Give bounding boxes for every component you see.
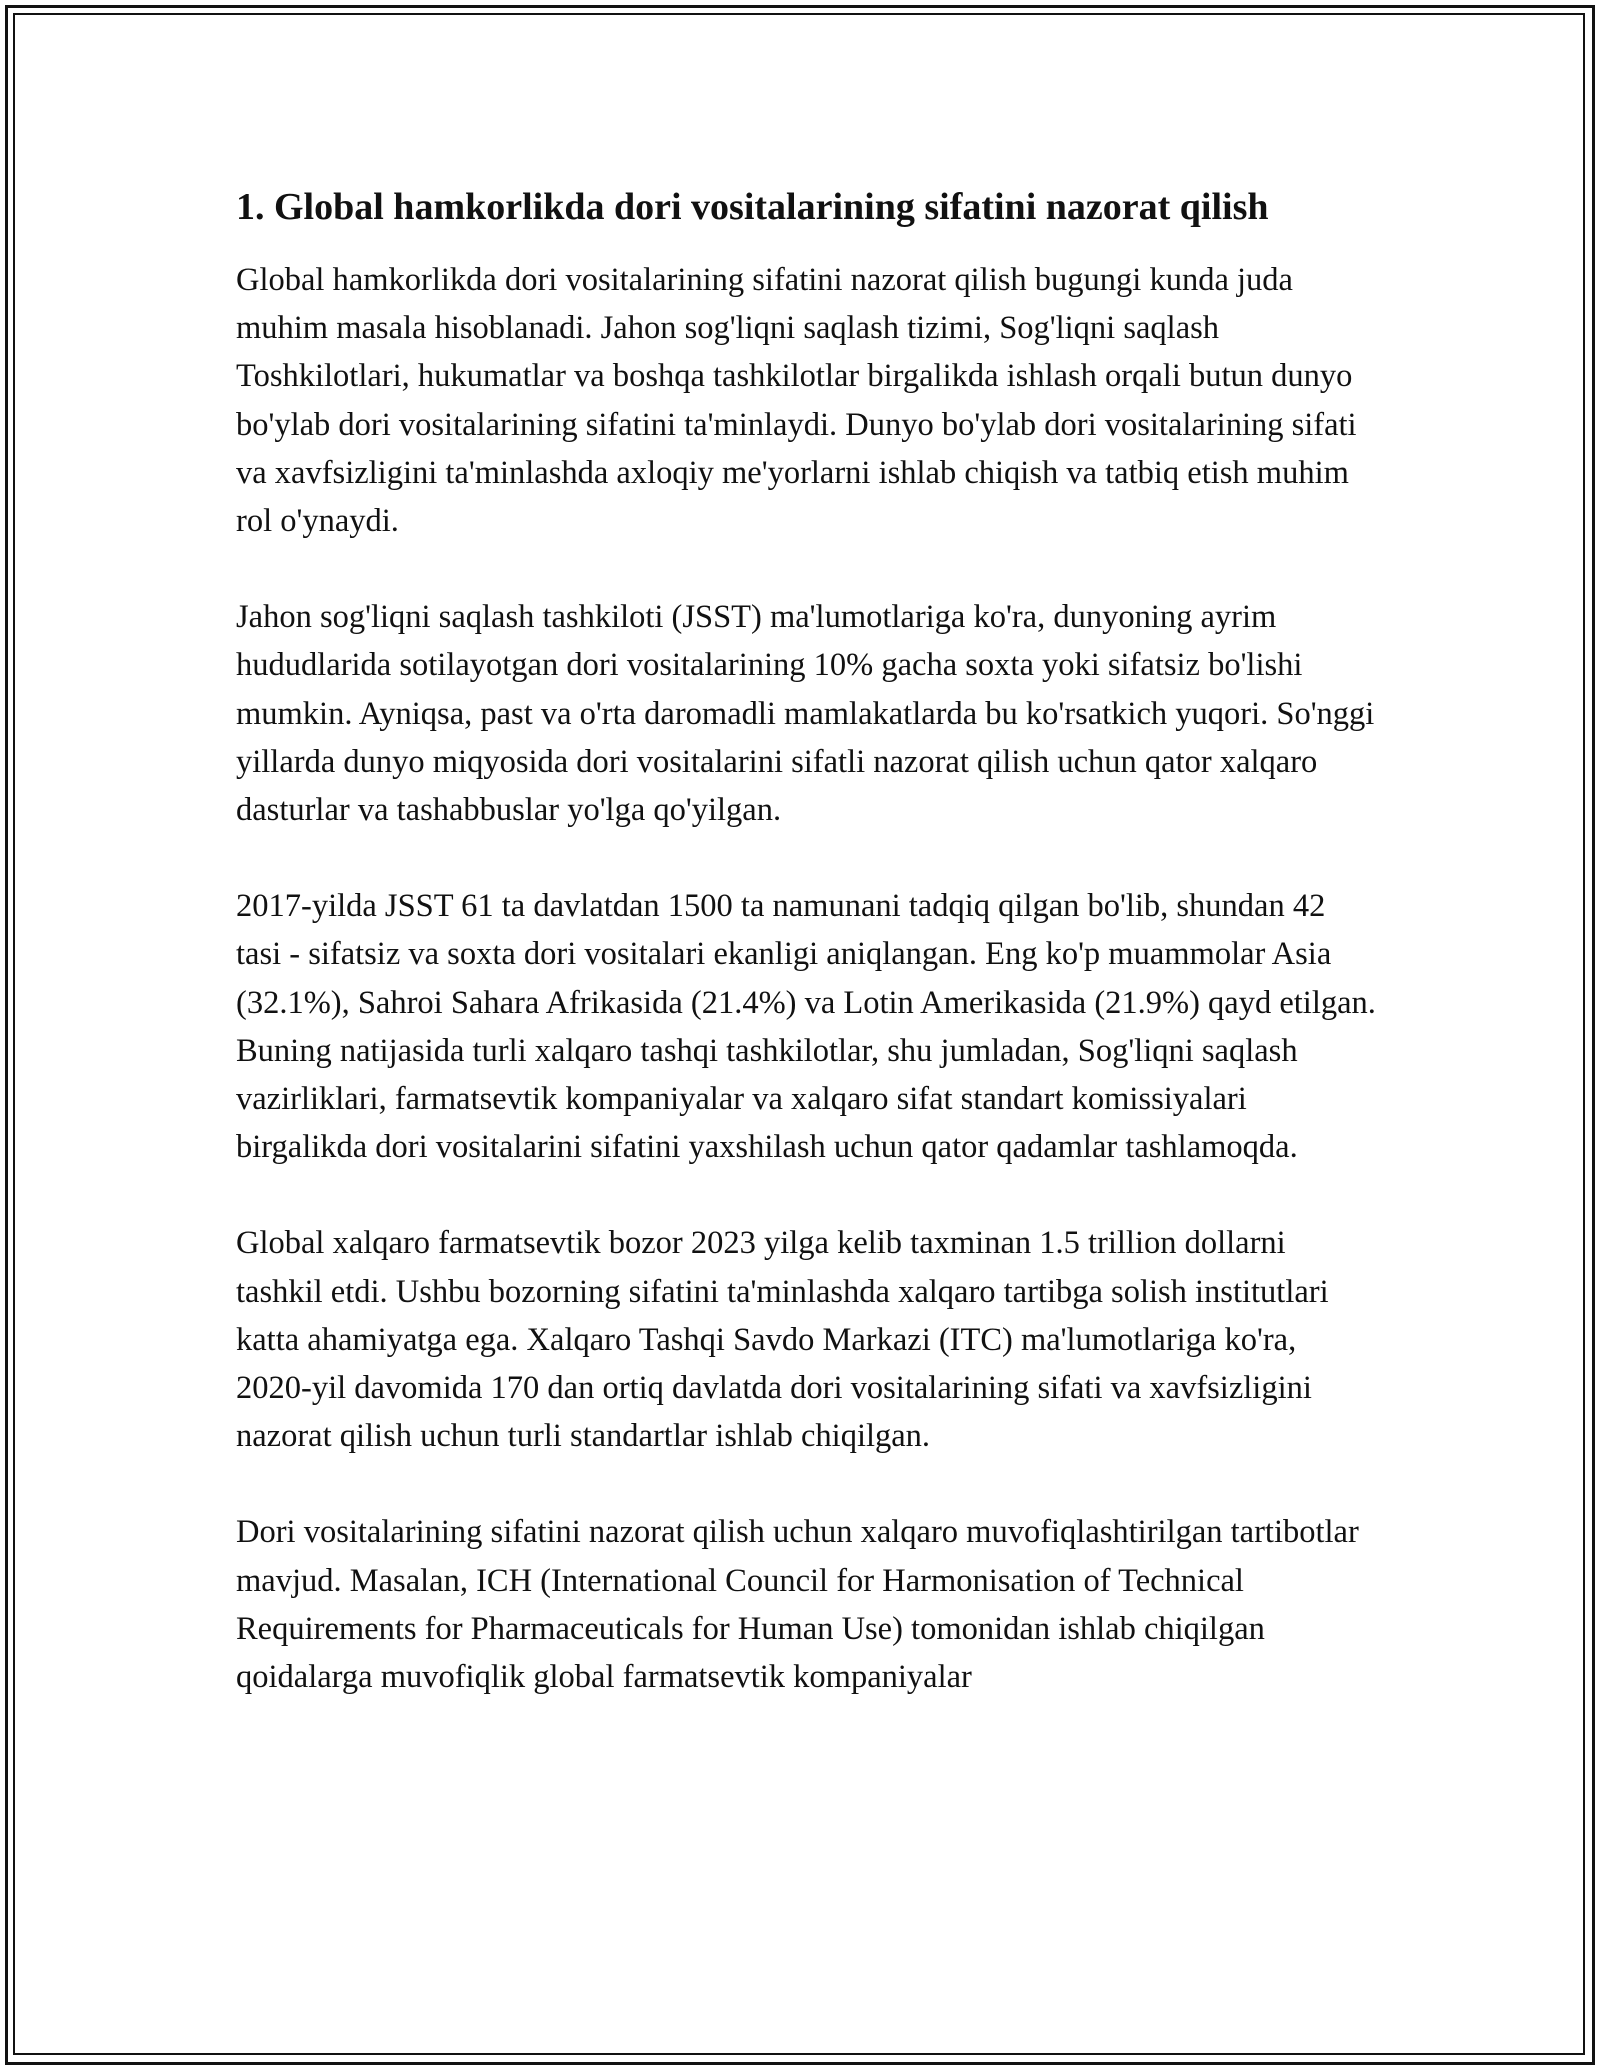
paragraph-2: Jahon sog'liqni saqlash tashkiloti (JSST) ma'lumotlariga ko'ra, dunyoning ayrim hududlarida sotilayotgan dori vositalarining 10% gacha soxta yoki sifatsiz bo'lishi mumkin. Ayniqsa, past va o'rta daromadli mamlakatlarda bu ko'rsatkich yuqori. So'nggi yillarda dunyo miqyosida dori vositalarini sifatli nazorat qilish uchun qator xalqaro dasturlar va tashabbuslar yo'lga qo'yilgan. [236, 599, 1375, 829]
section-heading: 1. Global hamkorlikda dori vositalarining sifatini nazorat qilish [236, 186, 1269, 228]
paragraph-5: Dori vositalarining sifatini nazorat qilish uchun xalqaro muvofiqlashtirilgan tartibotlar mavjud. Masalan, ICH (International Council for Harmonisation of Technical Requirements for Pharmaceuticals for Human Use) tomonidan ishlab chiqilgan qoidalarga muvofiqlik global farmatsevtik kompaniyalar [236, 1514, 1359, 1696]
document-body [236, 180, 1376, 1749]
paragraph-1: Global hamkorlikda dori vositalarining sifatini nazorat qilish bugungi kunda juda muhim masala hisoblanadi. Jahon sog'liqni saqlash tizimi, Sog'liqni saqlash Toshkilotlari, hukumatlar va boshqa tashkilotlar birgalikda ishlash orqali butun dunyo bo'ylab dori vositalarining sifatini ta'minlaydi. Dunyo bo'ylab dori vositalarining sifati va xavfsizligini ta'minlashda axloqiy me'yorlarni ishlab chiqish va tatbiq etish muhim rol o'ynaydi. [236, 262, 1357, 540]
paragraph-4: Global xalqaro farmatsevtik bozor 2023 yilga kelib taxminan 1.5 trillion dollarni tashkil etdi. Ushbu bozorning sifatini ta'minlashda xalqaro tartibga solish institutlari katta ahamiyatga ega. Xalqaro Tashqi Savdo Markazi (ITC) ma'lumotlariga ko'ra, 2020-yil davomida 170 dan ortiq davlatda dori vositalarining sifati va xavfsizligini nazorat qilish uchun turli standartlar ishlab chiqilgan. [236, 1225, 1329, 1455]
paragraph-3: 2017-yilda JSST 61 ta davlatdan 1500 ta namunani tadqiq qilgan bo'lib, shundan 42 tasi - sifatsiz va soxta dori vositalari ekanligi aniqlangan. Eng ko'p muammolar Asia (32.1%), Sahroi Sahara Afrikasida (21.4%) va Lotin Amerikasida (21.9%) qayd etilgan. Buning natijasida turli xalqaro tashqi tashkilotlar, shu jumladan, Sog'liqni saqlash vazirliklari, farmatsevtik kompaniyalar va xalqaro sifat standart komissiyalari birgalikda dori vositalarini sifatini yaxshilash uchun qator qadamlar tashlamoqda. [236, 888, 1376, 1166]
